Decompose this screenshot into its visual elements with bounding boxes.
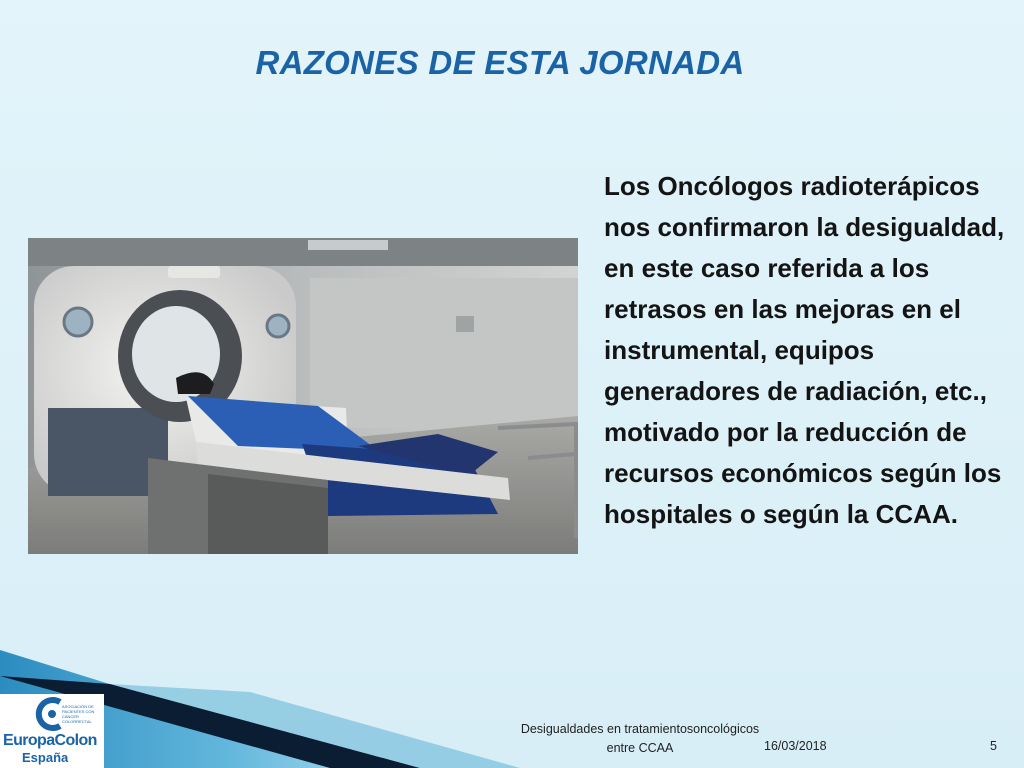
logo-name: EuropaColon [3, 732, 97, 749]
europacolon-logo [0, 694, 104, 768]
slide-body-text: Los Oncólogos radioterápicos nos confirmaron la desigualdad, en este caso referida a los retrasos en las mejoras en el instrumental, equipos generadores de radiación, etc., motivado por la reducción de recursos económicos según los hospitales o según la CCAA. [604, 171, 1005, 529]
decorative-bottom-band [0, 640, 1024, 768]
slide-title: RAZONES DE ESTA JORNADA [255, 44, 745, 81]
footer-date: 16/03/2018 [764, 739, 827, 753]
logo-tagline: ASOCIACIÓN DE PACIENTES CON CÁNCER COLORRECTAL [62, 704, 95, 724]
footer-page-number: 5 [990, 739, 997, 753]
ct-scanner-photo [28, 238, 578, 554]
logo-country: España [22, 750, 69, 765]
footer-title: Desigualdades en tratamientosoncológicos entre CCAA [520, 722, 760, 755]
